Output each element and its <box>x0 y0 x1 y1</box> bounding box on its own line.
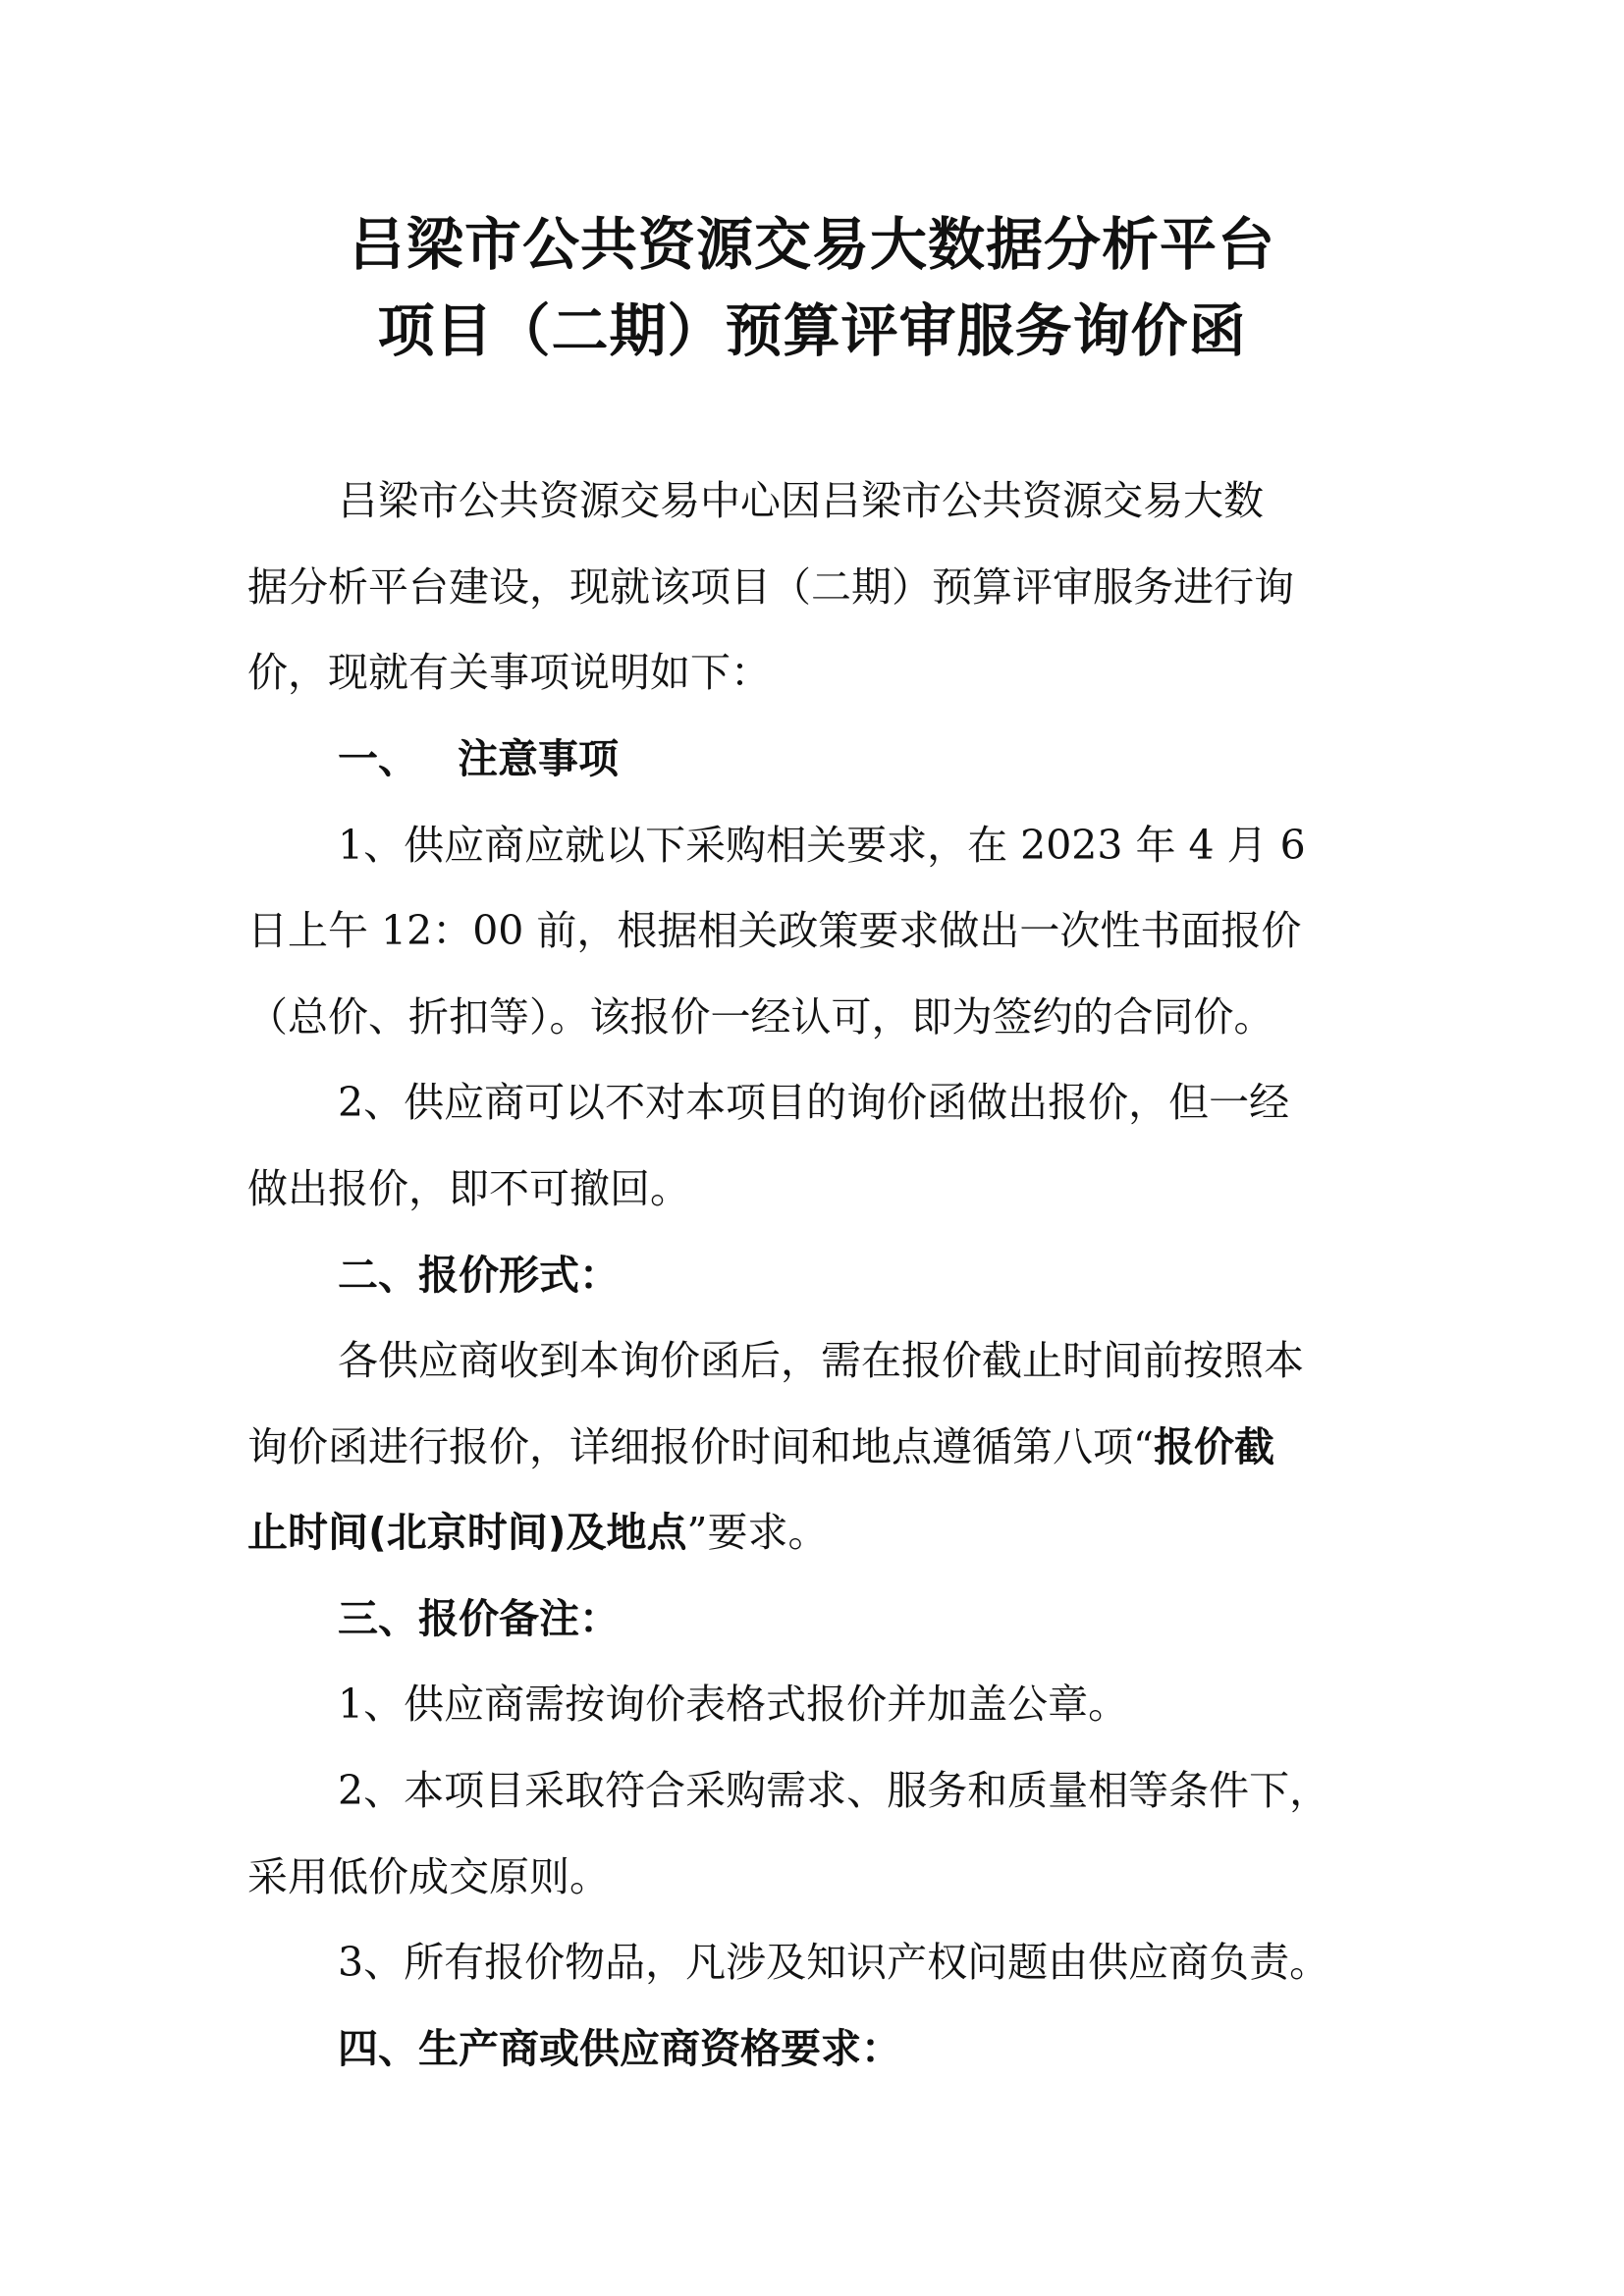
section2-para-line1: 各供应商收到本询价函后，需在报价截止时间前按照本 <box>338 1337 1304 1384</box>
section2-para-line3 <box>247 1509 829 1556</box>
section1-title: 注意事项 <box>458 735 619 782</box>
section1-item2-line2: 做出报价，即不可撤回。 <box>247 1165 690 1212</box>
section1-item1-line2: 日上午 12：00 前，根据相关政策要求做出一次性书面报价 <box>247 907 1302 954</box>
section2-para-line3-text: ”要求。 <box>686 1509 829 1556</box>
section3-item2-line2: 采用低价成交原则。 <box>247 1853 610 1900</box>
section3-item3: 3、所有报价物品，凡涉及知识产权问题由供应商负责。 <box>338 1939 1330 1986</box>
section2-para-line2-emphasis: 报价截 <box>1153 1423 1274 1470</box>
intro-line2: 据分析平台建设，现就该项目（二期）预算评审服务进行询 <box>247 563 1294 611</box>
section1-item1-line1: 1、供应商应就以下采购相关要求，在 2023 年 4 月 6 <box>338 822 1306 869</box>
section1-heading <box>338 735 619 782</box>
section1-item1-line3: （总价、折扣等）。该报价一经认可，即为签约的合同价。 <box>247 993 1274 1041</box>
section1-item2-line1: 2、供应商可以不对本项目的询价函做出报价，但一经 <box>338 1079 1290 1126</box>
section2-para-line3-emphasis: 止时间(北京时间)及地点 <box>247 1509 687 1556</box>
section2-heading: 二、报价形式： <box>338 1252 620 1299</box>
section2-para-line2-text: 询价函进行报价，详细报价时间和地点遵循第八项“ <box>247 1423 1154 1470</box>
section1-number: 一、 <box>338 735 418 782</box>
section4-heading: 四、生产商或供应商资格要求： <box>338 2025 901 2072</box>
section3-item2-line1: 2、本项目采取符合采购需求、服务和质量相等条件下， <box>338 1767 1330 1814</box>
document-title-line1: 吕梁市公共资源交易大数据分析平台 <box>348 211 1275 278</box>
section3-heading: 三、报价备注： <box>338 1595 620 1642</box>
intro-line3: 价，现就有关事项说明如下： <box>247 649 771 696</box>
document-title-line2: 项目（二期）预算评审服务询价函 <box>377 297 1247 364</box>
section2-para-line2 <box>247 1423 1274 1470</box>
intro-line1: 吕梁市公共资源交易中心因吕梁市公共资源交易大数 <box>338 477 1264 524</box>
section3-item1: 1、供应商需按询价表格式报价并加盖公章。 <box>338 1681 1129 1728</box>
